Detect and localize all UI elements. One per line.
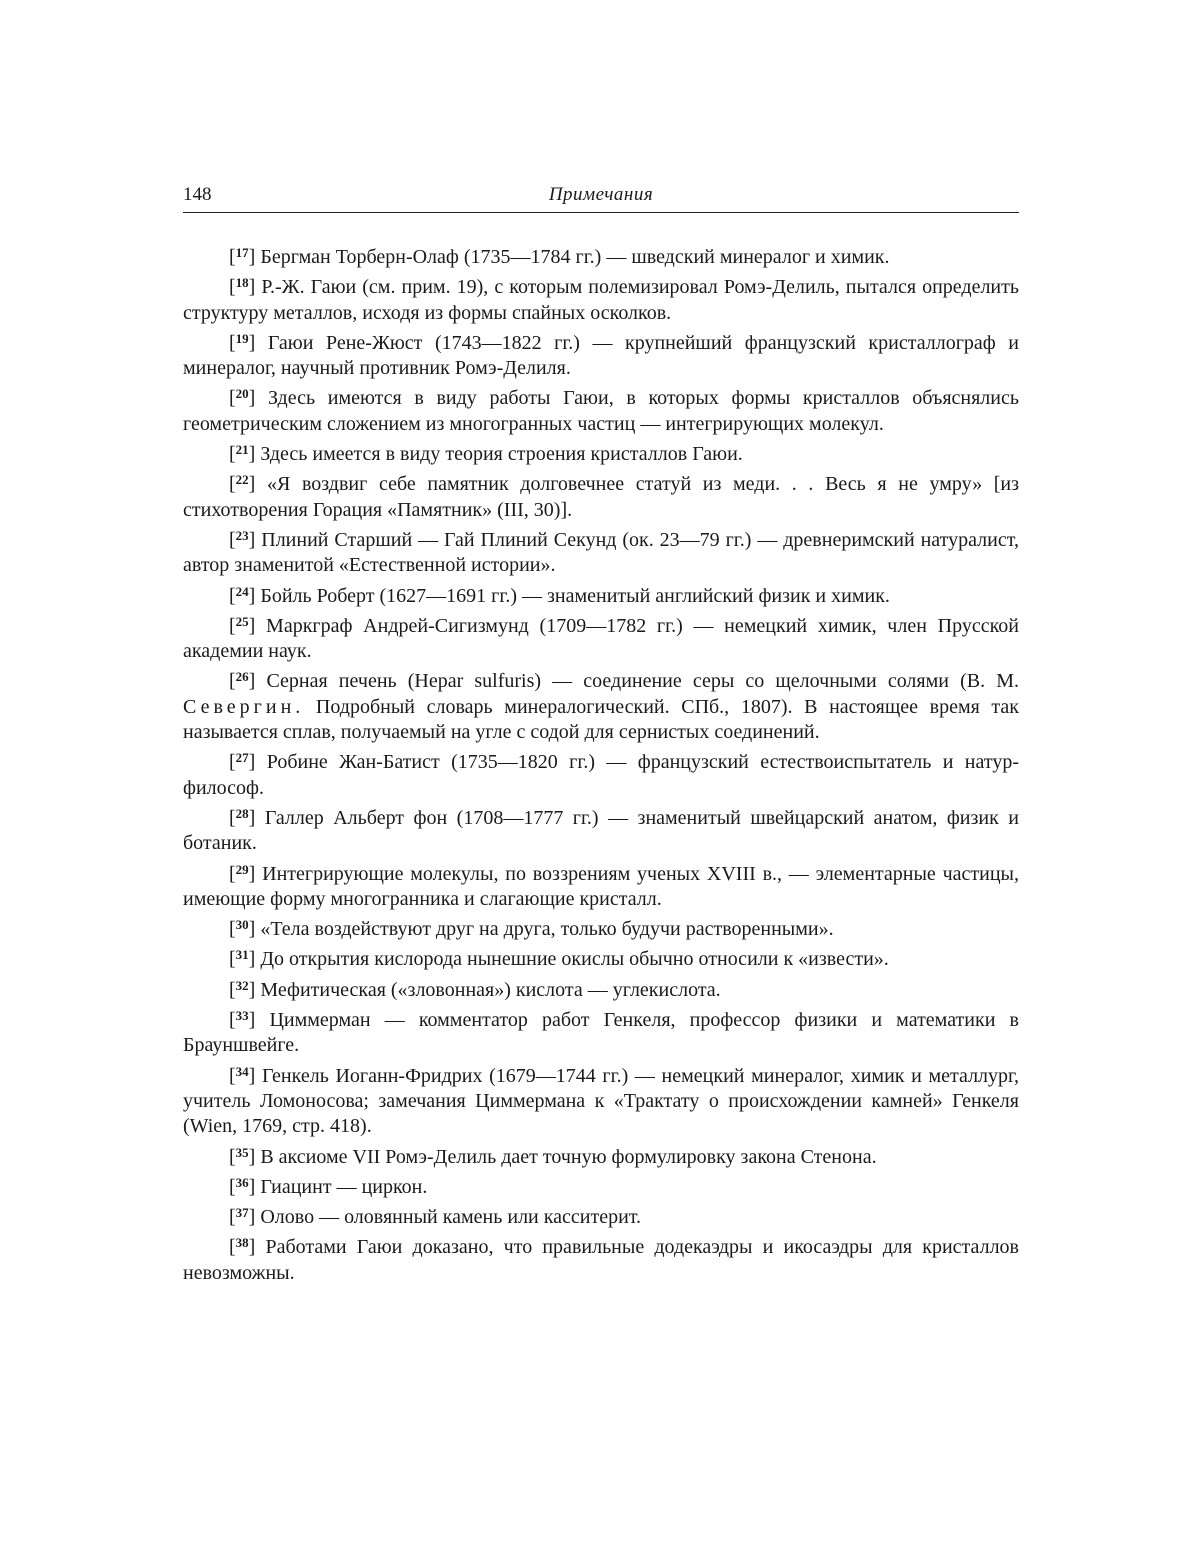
note-32: [$^{32}$] Мефитическая («зловонная») кислота — углекислота. (229, 977, 721, 1001)
note-text: Р.-Ж. Гаюи (см. прим. 19), с которым полемизировал Ромэ-Делиль, пытался определить структуру металлов, исходя из формы спайных осколков. (183, 276, 1019, 324)
note-text: Гаюи Рене-Жюст (1743—1822 гг.) — крупнейший французский кристаллограф и минералог, научный противник Ромэ-Делиля. (183, 331, 1019, 380)
note-text: Генкель Иоганн-Фридрих (1679—1744 гг.) — немецкий минералог, химик и металлург, учитель Ломоносова; замечания Циммермана к «Трактату о происхождении камней» Генкеля (Wien, 1769, стр. 418). (183, 1064, 1019, 1138)
note-number: 31 (235, 947, 249, 963)
note-26: [$^{26}$] Серная печень (Hepar sulfuris) — соединение серы со щелочными солями (В. М. Севергин. Подробный словарь минералогический. СПб., 1807). В настоящее время так называется сплав, получаемый на угле с содой для сернистых соединений. (183, 669, 1020, 744)
note-28: [$^{28}$] Галлер Альберт фон (1708—1777 гг.) — знаменитый швейцарский анатом, физик и ботаник. (183, 805, 1019, 855)
note-number: 33 (235, 1008, 249, 1024)
note-number: 22 (235, 472, 249, 488)
note-text: Работами Гаюи доказано, что правильные додекаэдры и икосаэдры для кристаллов невозможны. (183, 1236, 1019, 1284)
note-number: 32 (235, 977, 249, 993)
note-number: 17 (235, 245, 249, 260)
note-text: В аксиоме VII Ромэ-Делиль дает точную формулировку закона Стенона. (260, 1145, 877, 1168)
note-33: [$^{33}$] Циммерман — комментатор работ Генкеля, профессор физики и математики в Брауншвейге. (183, 1008, 1019, 1057)
note-text: Подробный словарь минералогический. СПб., 1807). В настоящее время так называется сплав, получаемый на угле с содой для сернистых соединений. (183, 695, 1020, 744)
note-37: [$^{37}$] Олово — оловянный камень или касситерит. (229, 1205, 642, 1229)
note-number: 19 (235, 330, 249, 346)
note-text: Циммерман — комментатор работ Генкеля, профессор физики и математики в Брауншвейге. (183, 1009, 1019, 1057)
note-number: 18 (235, 275, 249, 291)
page-number: 148 (183, 184, 212, 205)
note-number: 28 (235, 805, 249, 821)
note-30: [$^{30}$] «Тела воздействуют друг на друга, только будучи растворенными». (229, 917, 834, 941)
running-head (183, 182, 1019, 213)
note-31: [$^{31}$] До открытия кислорода нынешние окислы обычно относили к «извести». (229, 947, 889, 971)
note-number: 24 (235, 583, 249, 599)
note-text: Плиний Старший — Гай Плиний Секунд (ок. 23—79 гг.) — древнеримский натуралист, автор знаменитой «Естественной истории». (183, 528, 1019, 577)
note-18: [$^{18}$] Р.-Ж. Гаюи (см. прим. 19), с которым полемизировал Ромэ-Делиль, пытался определить структуру металлов, исходя из формы спайных осколков. (183, 275, 1019, 324)
note-22: [$^{22}$] «Я воздвиг себе памятник долговечнее статуй из меди. . . Весь я не умру» [из стихотворения Горация «Памятник» (III, 30)]. (183, 472, 1019, 521)
note-number: 36 (235, 1174, 249, 1190)
note-17: [$^{17}$] Бергман Торберн-Олаф (1735—1784 гг.) — шведский минералог и химик. (229, 245, 890, 268)
note-number: 34 (235, 1063, 249, 1079)
note-29: [$^{29}$] Интегрирующие молекулы, по воззрениям ученых XVIII в., — элементарные частицы, имеющие форму многогранника и слагающие кристалл. (183, 861, 1019, 910)
notes-list (183, 240, 1019, 1286)
note-20: [$^{20}$] Здесь имеются в виду работы Гаюи, в которых формы кристаллов объяснялись геометрическим сложением из многогранных частиц — интегрирующих молекул. (183, 386, 1019, 435)
note-number: 20 (235, 386, 249, 402)
note-text: Здесь имеются в виду работы Гаюи, в которых формы кристаллов объяснялись геометрическим сложением из многогранных частиц — интегрирующих молекул. (183, 387, 1019, 435)
note-text: Интегрирующие молекулы, по воззрениям ученых XVIII в., — элементарные частицы, имеющие форму многогранника и слагающие кристалл. (183, 862, 1019, 910)
note-text: Маркграф Андрей-Сигизмунд (1709—1782 гг.) — немецкий химик, член Прусской академии наук. (183, 614, 1019, 663)
note-number: 27 (235, 750, 249, 766)
author-name-spaced: Севергин. (183, 695, 305, 718)
note-number: 26 (235, 669, 249, 685)
note-25: [$^{25}$] Маркграф Андрей-Сигизмунд (1709—1782 гг.) — немецкий химик, член Прусской академии наук. (183, 613, 1019, 663)
note-text: «Тела воздействуют друг на друга, только будучи растворенными». (260, 918, 834, 941)
note-text: До открытия кислорода нынешние окислы обычно относили к «извести». (260, 948, 889, 971)
note-number: 38 (235, 1235, 249, 1251)
note-text: Галлер Альберт фон (1708—1777 гг.) — знаменитый швейцарский анатом, физик и ботаник. (183, 806, 1019, 855)
note-number: 30 (235, 917, 249, 933)
note-27: [$^{27}$] Робине Жан-Батист (1735—1820 гг.) — французский естествоиспытатель и натур-философ. (183, 750, 1019, 799)
note-36: [$^{36}$] Гиацинт — циркон. (229, 1174, 428, 1198)
note-21: [$^{21}$] Здесь имеется в виду теория строения кристаллов Гаюи. (229, 442, 743, 466)
note-35: [$^{35}$] В аксиоме VII Ромэ-Делиль дает точную формулировку закона Стенона. (229, 1144, 877, 1168)
note-19: [$^{19}$] Гаюи Рене-Жюст (1743—1822 гг.) — крупнейший французский кристаллограф и минералог, научный противник Ромэ-Делиля. (183, 330, 1019, 380)
note-text: Бойль Роберт (1627—1691 гг.) — знаменитый английский физик и химик. (260, 584, 890, 607)
note-text: Робине Жан-Батист (1735—1820 гг.) — французский естествоиспытатель и натур-философ. (183, 751, 1019, 799)
note-number: 25 (235, 613, 249, 629)
note-text: Мефитическая («зловонная») кислота — углекислота. (260, 978, 721, 1001)
note-text: Олово — оловянный камень или касситерит. (260, 1206, 642, 1229)
note-38: [$^{38}$] Работами Гаюи доказано, что правильные додекаэдры и икосаэдры для кристаллов невозможны. (183, 1235, 1019, 1284)
note-text: «Я воздвиг себе памятник долговечнее статуй из меди. . . Весь я не умру» [из стихотворения Горация «Памятник» (III, 30)]. (183, 473, 1019, 521)
note-24: [$^{24}$] Бойль Роберт (1627—1691 гг.) — знаменитый английский физик и химик. (229, 583, 890, 607)
note-23: [$^{23}$] Плиний Старший — Гай Плиний Секунд (ок. 23—79 гг.) — древнеримский натуралист, автор знаменитой «Естественной истории». (183, 527, 1019, 577)
running-title: Примечания (548, 184, 654, 205)
page (183, 182, 1019, 1286)
note-text: Здесь имеется в виду теория строения кристаллов Гаюи. (260, 443, 743, 466)
note-number: 37 (235, 1205, 249, 1221)
note-number: 29 (235, 861, 249, 877)
note-number: 21 (235, 442, 249, 458)
note-text: Гиацинт — циркон. (260, 1175, 428, 1198)
note-text: Бергман Торберн-Олаф (1735—1784 гг.) — шведский минералог и химик. (260, 246, 890, 268)
note-number: 23 (235, 527, 249, 543)
note-number: 35 (235, 1144, 249, 1160)
note-text: Серная печень (Hepar sulfuris) — соединение серы со щелочными солями (В. М. (266, 670, 1019, 693)
note-34: [$^{34}$] Генкель Иоганн-Фридрих (1679—1744 гг.) — немецкий минералог, химик и металлург, учитель Ломоносова; замечания Циммермана к «Трактату о происхождении камней» Генкеля (Wien, 1769, стр. 418). (183, 1063, 1019, 1138)
